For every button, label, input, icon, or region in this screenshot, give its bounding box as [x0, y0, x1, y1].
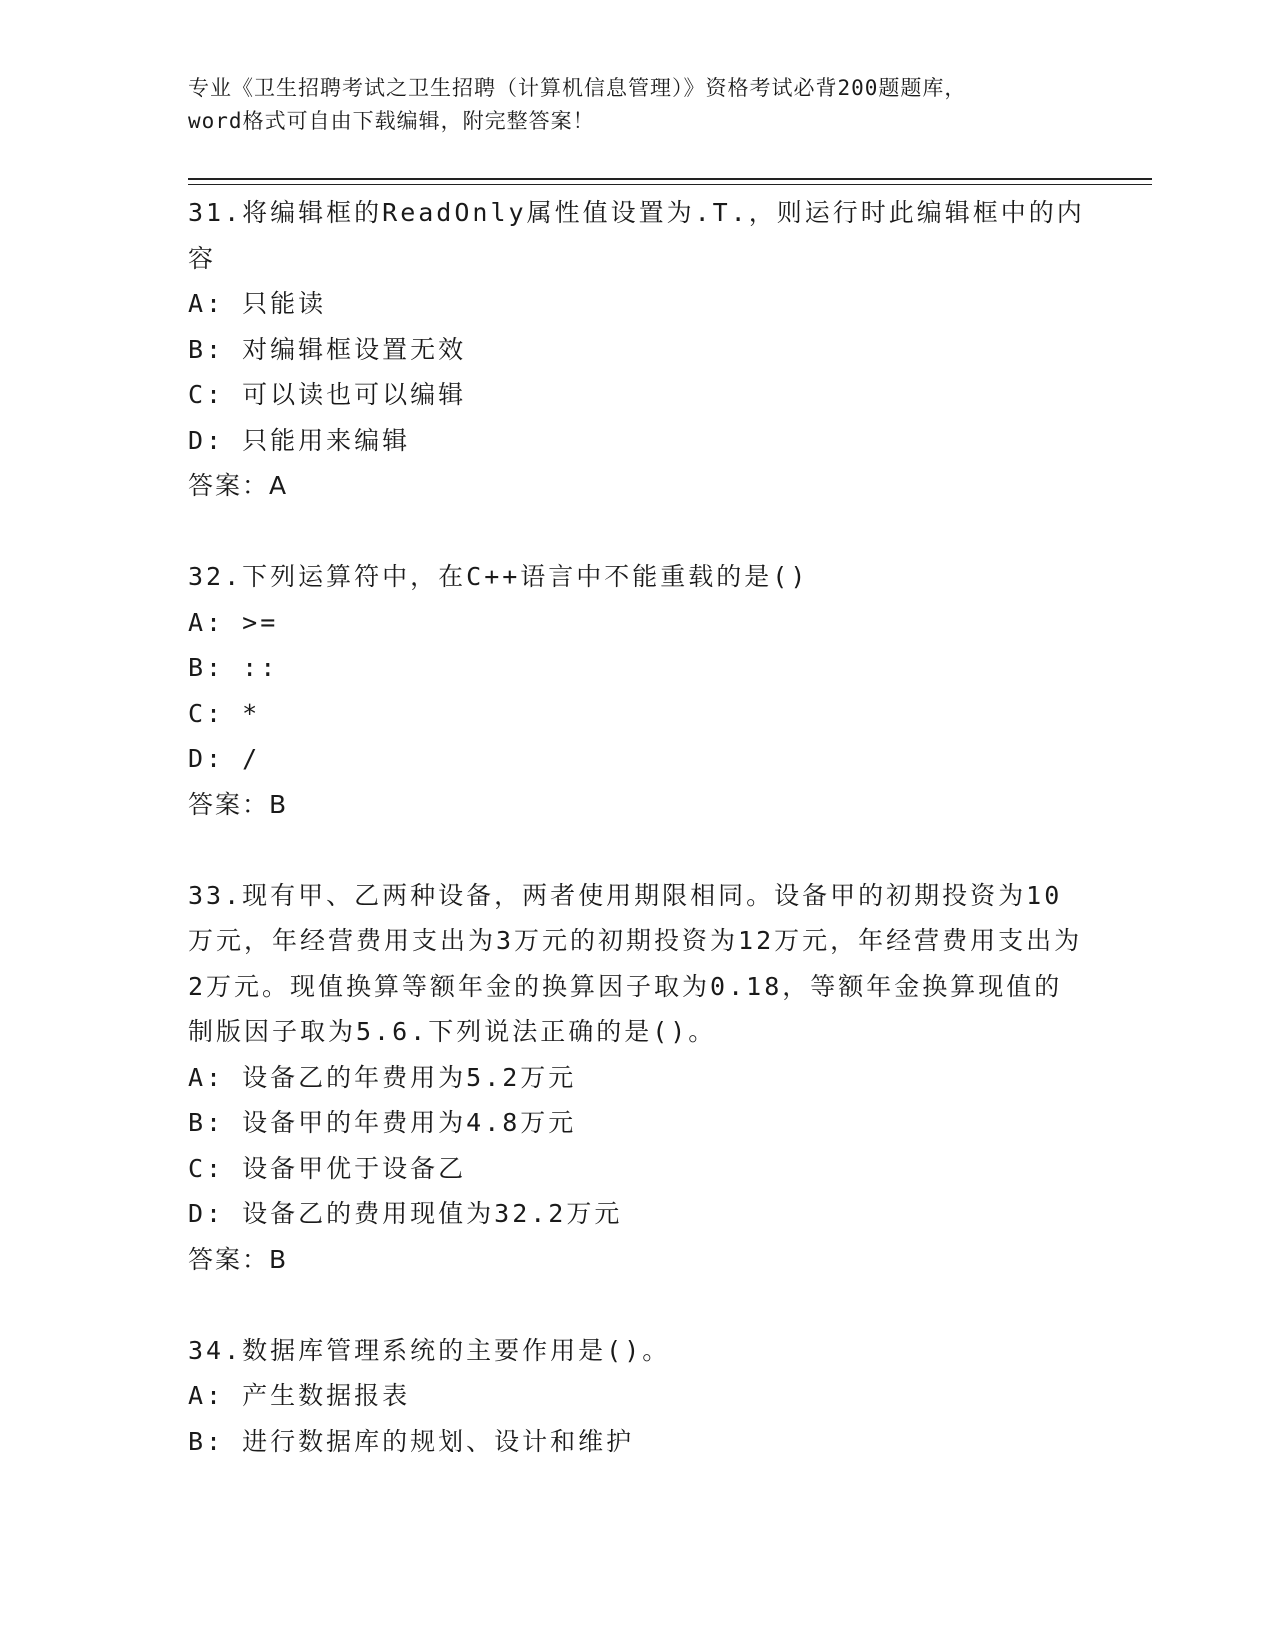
option-a: A: 设备乙的年费用为5.2万元 [188, 1062, 577, 1092]
option-c: C: 可以读也可以编辑 [188, 380, 467, 409]
option-b: B: 对编辑框设置无效 [188, 334, 467, 364]
header-line-2: word格式可自由下载编辑，附完整答案！ [188, 109, 595, 133]
question-list [188, 190, 1088, 1510]
question-text: 32.下列运算符中，在C++语言中不能重载的是() [188, 562, 809, 591]
option-a: A: 只能读 [188, 289, 327, 318]
question-text: 33.现有甲、乙两种设备，两者使用期限相同。设备甲的初期投资为10万元，年经营费用支出为3万元的初期投资为12万元，年经营费用支出为2万元。现值换算等额年金的换算因子取为0.18，等额年金换算现值的制版因子取为5.6.下列说法正确的是()。 [188, 880, 1083, 1046]
question-text: 31.将编辑框的ReadOnly属性值设置为.T.，则运行时此编辑框中的内容 [188, 198, 1085, 273]
question-text: 34.数据库管理系统的主要作用是()。 [188, 1335, 671, 1365]
option-d: D: 只能用来编辑 [188, 425, 411, 455]
option-b: B: 设备甲的年费用为4.8万元 [188, 1108, 577, 1137]
question-34 [188, 1328, 1088, 1465]
option-c: C: * [188, 698, 261, 728]
question-32 [188, 554, 1088, 827]
header-rule-thick [188, 178, 1152, 180]
option-b: B: :: [188, 653, 279, 682]
answer: 答案：B [188, 789, 289, 819]
option-a: A: >= [188, 607, 279, 637]
question-33 [188, 873, 1088, 1283]
question-31 [188, 190, 1088, 509]
option-c: C: 设备甲优于设备乙 [188, 1153, 467, 1183]
header-line-1: 专业《卫生招聘考试之卫生招聘（计算机信息管理）》资格考试必背200题题库， [188, 76, 967, 100]
header-rule-thin [188, 184, 1152, 185]
option-a: A: 产生数据报表 [188, 1381, 411, 1410]
document-header [188, 72, 1088, 138]
option-d: D: / [188, 744, 261, 773]
option-d: D: 设备乙的费用现值为32.2万元 [188, 1199, 623, 1228]
option-b: B: 进行数据库的规划、设计和维护 [188, 1426, 635, 1456]
answer: 答案：B [188, 1244, 289, 1274]
answer: 答案：A [188, 471, 289, 500]
